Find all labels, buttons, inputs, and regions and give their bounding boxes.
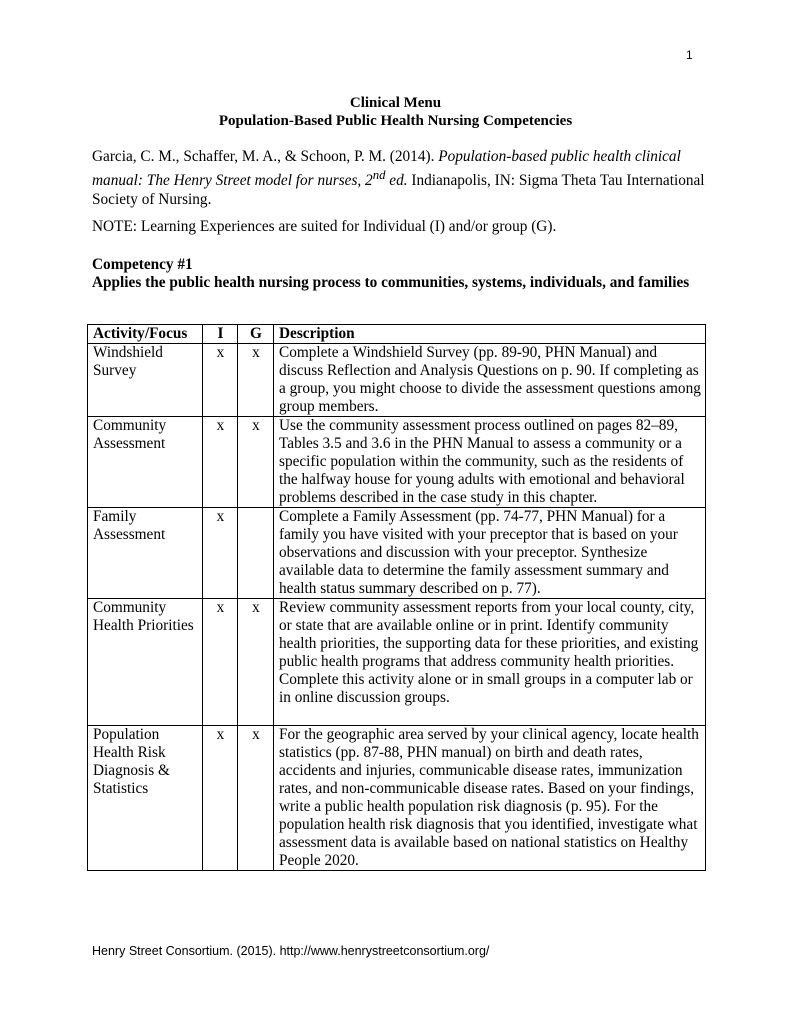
page-number: 1 (686, 48, 693, 62)
activity-cell: Population Health Risk Diagnosis & Statistics (88, 726, 203, 871)
group-mark: x (238, 726, 274, 871)
activity-table (87, 324, 706, 871)
table-row (88, 599, 706, 726)
table-header-row (88, 325, 706, 344)
individual-mark: x (203, 599, 238, 726)
document-subtitle: Population-Based Public Health Nursing Competencies (218, 113, 573, 129)
header-description: Description (274, 325, 706, 344)
individual-mark: x (203, 508, 238, 599)
table-row (88, 508, 706, 599)
header-activity: Activity/Focus (88, 325, 203, 344)
description-cell: For the geographic area served by your clinical agency, locate health statistics (pp. 87-88, PHN manual) on birth and death rates, accidents and injuries, communicable disease rates, immunization rates, and non-communicable disease rates. Based on your findings, write a public health population risk diagnosis (p. 95). For the population health risk diagnosis that you identified, investigate what assessment data is available based on national statistics on Healthy People 2020. (274, 726, 706, 871)
competency-number: Competency #1 (92, 256, 193, 273)
description-cell: Complete a Family Assessment (pp. 74-77, PHN Manual) for a family you have visited with your preceptor that is based on your observations and discussion with your preceptor. Synthesize available data to determine the family assessment summary and health status summary described on p. 77). (274, 508, 706, 599)
individual-mark: x (203, 344, 238, 417)
individual-mark: x (203, 726, 238, 871)
citation (92, 147, 732, 209)
description-cell: Use the community assessment process outlined on pages 82–89, Tables 3.5 and 3.6 in the PHN Manual to assess a community or a specific population within the community, such as the residents of the halfway house for young adults with emotional and behavioral problems described in the case study in this chapter. (274, 417, 706, 508)
group-mark: x (238, 417, 274, 508)
group-mark: x (238, 599, 274, 726)
table-row (88, 726, 706, 871)
citation-edition-sup: nd (372, 168, 386, 182)
header-group: G (238, 325, 274, 344)
activity-cell: Community Health Priorities (88, 599, 203, 726)
table-row (88, 417, 706, 508)
table-row (88, 344, 706, 417)
activity-cell: Windshield Survey (88, 344, 203, 417)
group-mark (238, 508, 274, 599)
footer-credit: Henry Street Consortium. (2015). http://www.henrystreetconsortium.org/ (92, 944, 490, 958)
group-mark: x (238, 344, 274, 417)
learning-note: NOTE: Learning Experiences are suited for Individual (I) and/or group (G). (92, 218, 557, 235)
citation-book-title: Population-based public health clinical manual: The Henry Street model for nurses, 2nd ed. (92, 148, 681, 190)
activity-cell: Community Assessment (88, 417, 203, 508)
citation-publisher: Indianapolis, IN: Sigma Theta Tau International Society of Nursing. (92, 172, 705, 209)
description-cell: Review community assessment reports from your local county, city, or state that are available online or in print. Identify community health priorities, the supporting data for these priorities, and existing public health programs that address community health priorities. Complete this activity alone or in small groups in a computer lab or in online discussion groups. (274, 599, 706, 726)
activity-cell: Family Assessment (88, 508, 203, 599)
description-cell: Complete a Windshield Survey (pp. 89-90, PHN Manual) and discuss Reflection and Analysis Questions on p. 90. If completing as a group, you might choose to divide the assessment questions among group members. (274, 344, 706, 417)
competency-statement: Applies the public health nursing process to communities, systems, individuals, and families (92, 274, 690, 291)
document-title: Clinical Menu (349, 95, 442, 111)
header-individual: I (203, 325, 238, 344)
citation-authors: Garcia, C. M., Schaffer, M. A., & Schoon, P. M. (2014). (92, 148, 435, 165)
individual-mark: x (203, 417, 238, 508)
